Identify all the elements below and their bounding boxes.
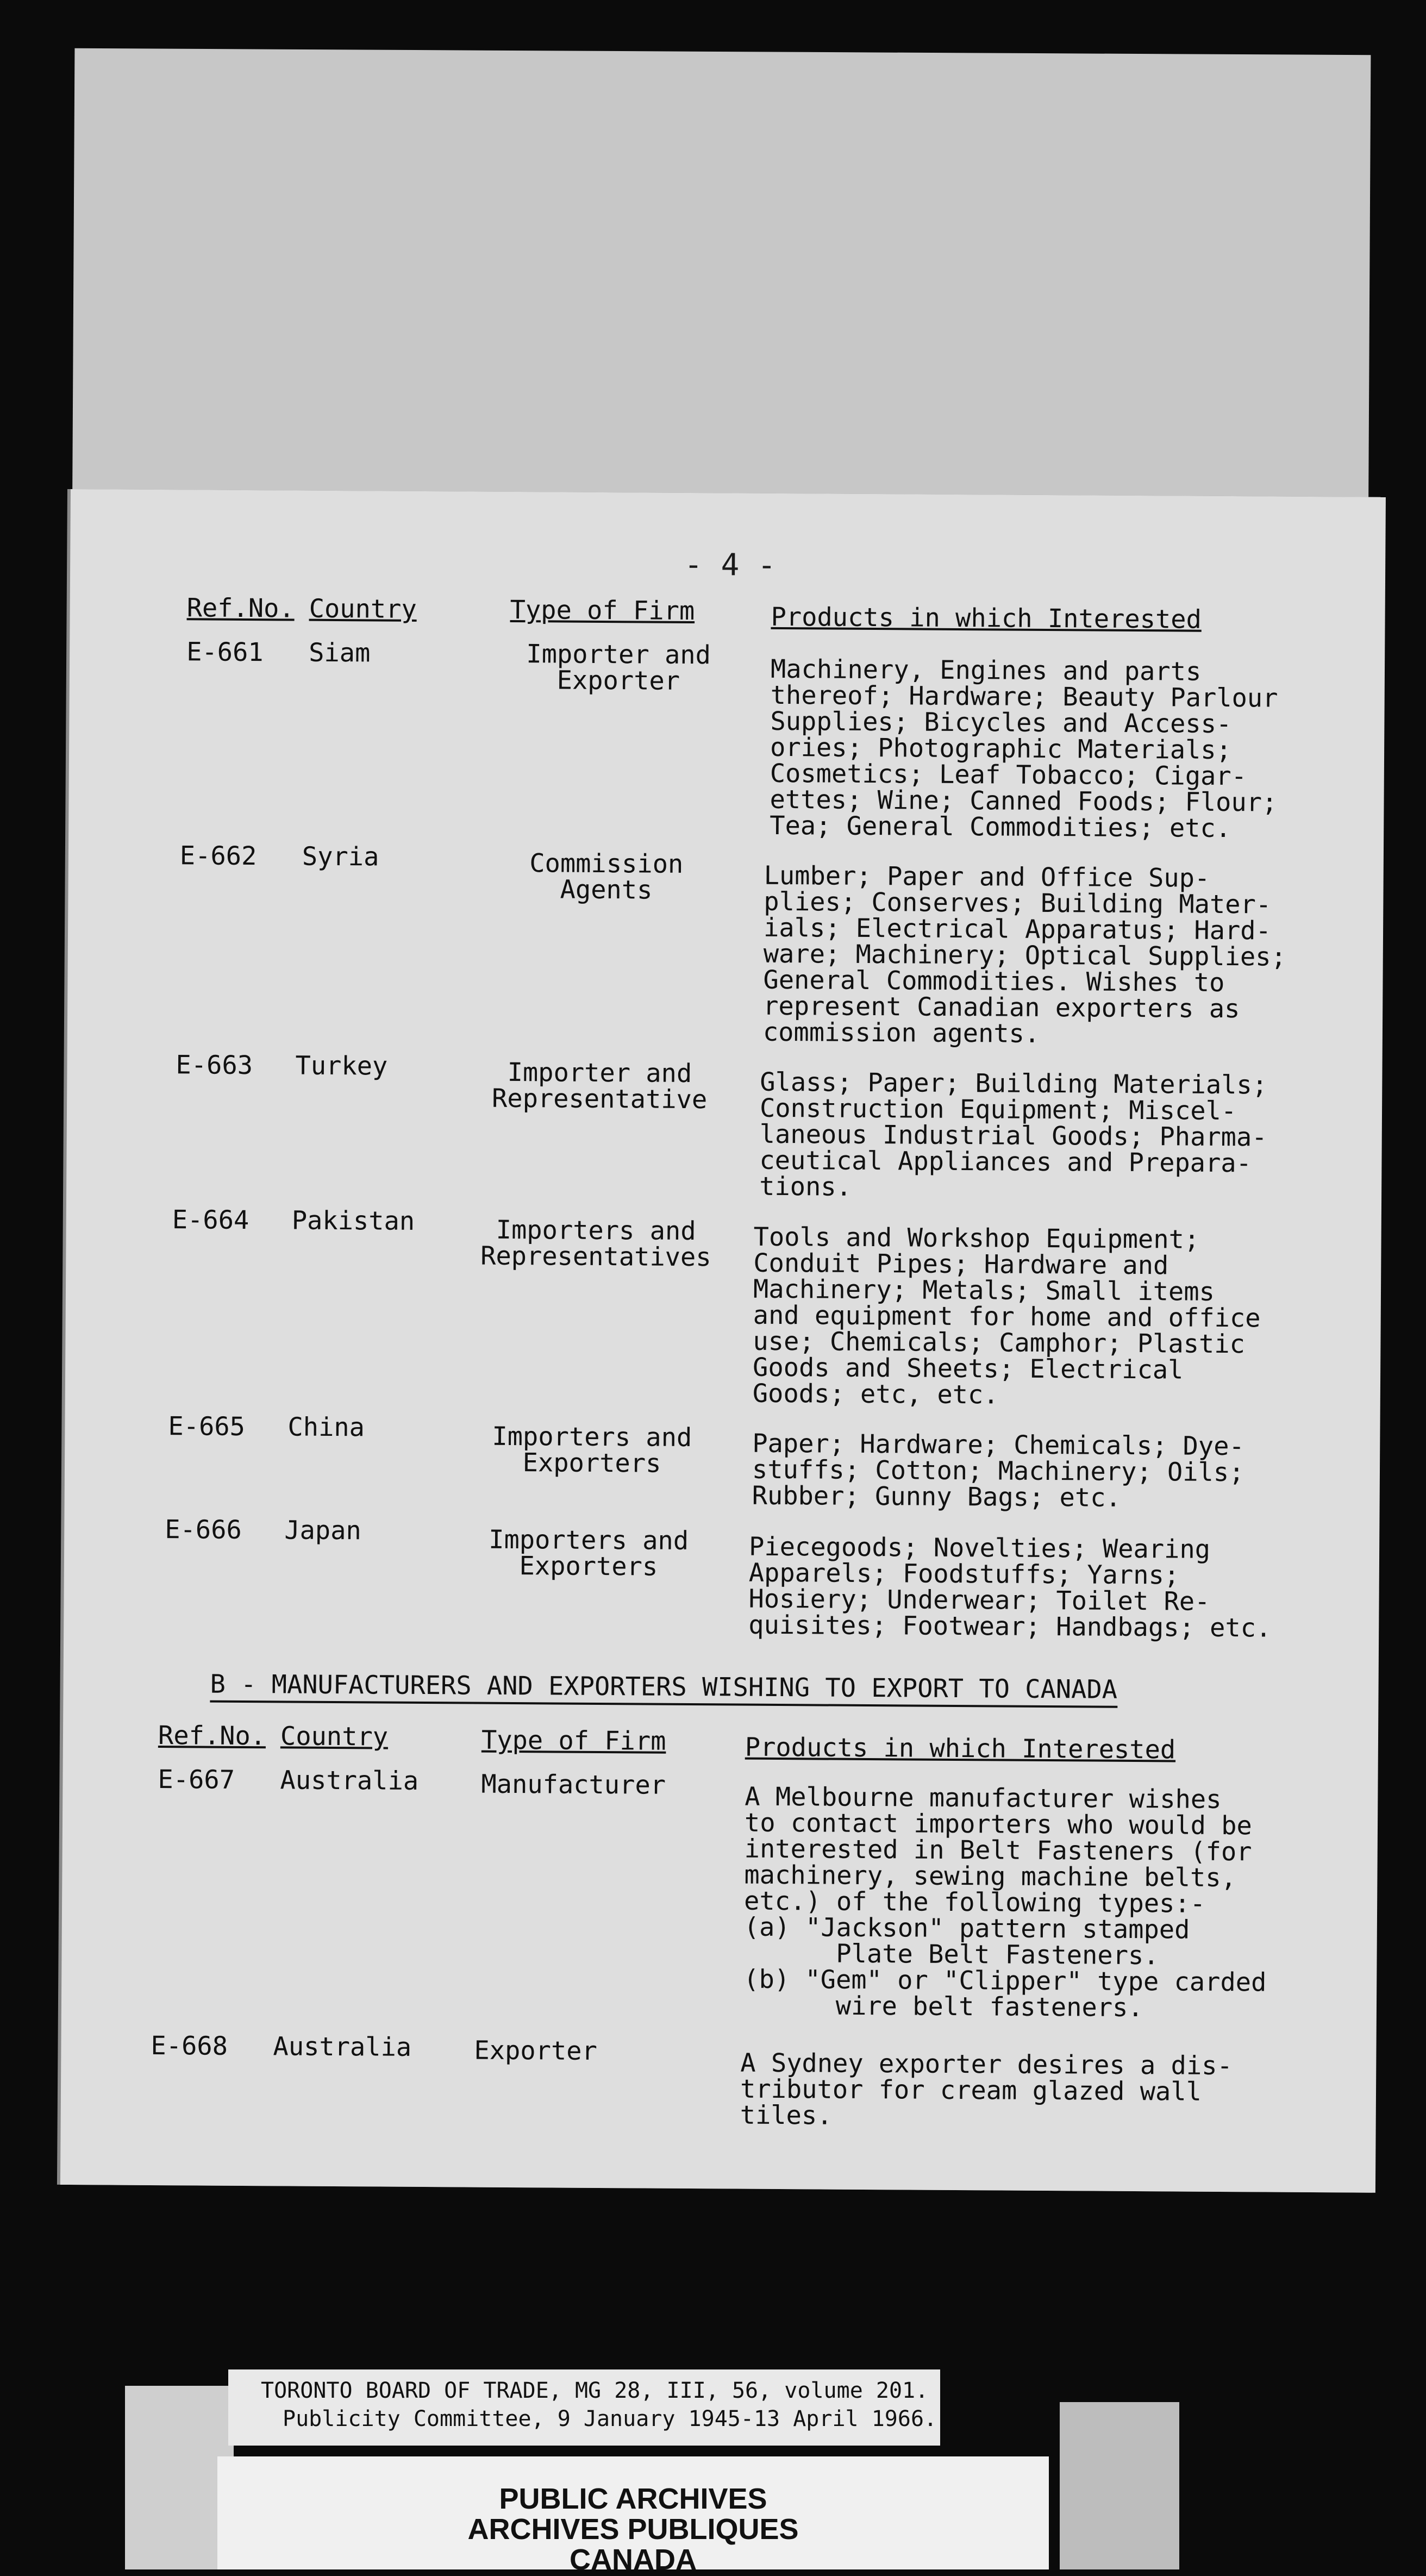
row-type: Importers and Representatives <box>480 1215 711 1273</box>
row-products: A Melbourne manufacturer wishes to contact importers who would be interested in Belt Fasteners (for machinery, sewing machine belts, etc.) of the following types:- (a) "Jackson" pattern stamped Plate Belt Fasteners. (b) "Gem" or "Clipper" type carded wire belt fasteners. <box>743 1781 1267 2023</box>
row-type: Importers and Exporters <box>492 1421 692 1479</box>
row-country: Syria <box>302 841 379 872</box>
row-type: Importer and Representative <box>491 1057 708 1115</box>
header-country: Country <box>280 1721 389 1752</box>
header-ref: Ref.No. <box>186 593 295 624</box>
row-country: Turkey <box>295 1051 388 1081</box>
row-country: Japan <box>284 1515 361 1546</box>
row-ref: E-665 <box>168 1411 246 1442</box>
background-sheet <box>72 48 1371 560</box>
row-products: Machinery, Engines and parts thereof; Hardware; Beauty Parlour Supplies; Bicycles and Access- ories; Photographic Materials; Cosmetics; Leaf Tobacco; Cigar- ettes; Wine; Canned Foods; Flour; Tea; General Commodities; etc. <box>770 654 1278 844</box>
row-products: A Sydney exporter desires a dis- tributor for cream glazed wall tiles. <box>740 2048 1233 2131</box>
header-products: Products in which Interested <box>745 1732 1176 1765</box>
row-ref: E-662 <box>179 841 257 872</box>
row-country: Pakistan <box>291 1205 415 1236</box>
row-country: Siam <box>309 637 371 668</box>
header-ref: Ref.No. <box>158 1721 266 1752</box>
archive-stamp-line1: PUBLIC ARCHIVES <box>499 2483 767 2515</box>
header-type: Type of Firm <box>481 1725 666 1756</box>
row-products: Paper; Hardware; Chemicals; Dye- stuffs; Cotton; Machinery; Oils; Rubber; Gunny Bags; etc. <box>752 1428 1244 1513</box>
header-country: Country <box>309 593 417 624</box>
row-type: Importer and Exporter <box>526 639 711 696</box>
row-ref: E-661 <box>186 637 264 668</box>
archive-label-line2: Publicity Committee, 9 January 1945-13 April 1966. <box>283 2406 937 2431</box>
archive-stamp-line3: CANADA <box>570 2543 697 2576</box>
row-products: Lumber; Paper and Office Sup- plies; Conserves; Building Mater- ials; Electrical Apparatus; Hard- ware; Machinery; Optical Supplies; General Commodities. Wishes to represent Canadian exporters as commission agents. <box>762 860 1287 1049</box>
page-number: - 4 - <box>684 547 776 583</box>
section-b-title-text: B - MANUFACTURERS AND EXPORTERS WISHING TO EXPORT TO CANADA <box>210 1669 1118 1705</box>
archive-reference-label <box>228 2369 940 2446</box>
row-ref: E-668 <box>151 2030 228 2061</box>
row-type: Manufacturer <box>481 1769 666 1800</box>
document-page <box>60 489 1386 2193</box>
row-type: Importers and Exporters <box>489 1524 689 1582</box>
row-country: Australia <box>280 1765 419 1796</box>
paper-stub-right <box>1060 2402 1179 2569</box>
archive-label-line1: TORONTO BOARD OF TRADE, MG 28, III, 56, volume 201. <box>261 2378 929 2403</box>
row-ref: E-664 <box>172 1205 249 1236</box>
row-products: Piecegoods; Novelties; Wearing Apparels; Foodstuffs; Yarns; Hosiery; Underwear; Toilet Re- quisites; Footwear; Handbags; etc. <box>748 1531 1272 1643</box>
header-type: Type of Firm <box>510 595 695 627</box>
header-products: Products in which Interested <box>771 602 1202 635</box>
row-type: Commission Agents <box>529 848 684 905</box>
archive-stamp <box>217 2456 1049 2576</box>
row-ref: E-663 <box>176 1050 253 1081</box>
archive-stamp-line2: ARCHIVES PUBLIQUES <box>467 2513 799 2546</box>
row-ref: E-667 <box>158 1765 235 1795</box>
row-products: Tools and Workshop Equipment; Conduit Pipes; Hardware and Machinery; Metals; Small items and equipment for home and office use; Chemicals; Camphor; Plastic Goods and Sheets; Electrical Goods; etc, etc. <box>752 1222 1261 1410</box>
row-type: Exporter <box>474 2035 598 2066</box>
row-products: Glass; Paper; Building Materials; Construction Equipment; Miscel- laneous Industrial Goods; Pharma- ceutical Appliances and Prepara- tions. <box>759 1067 1268 1202</box>
row-country: Australia <box>273 2031 412 2062</box>
section-b-title <box>210 1670 1117 1705</box>
row-ref: E-666 <box>165 1515 242 1545</box>
row-country: China <box>287 1412 365 1443</box>
